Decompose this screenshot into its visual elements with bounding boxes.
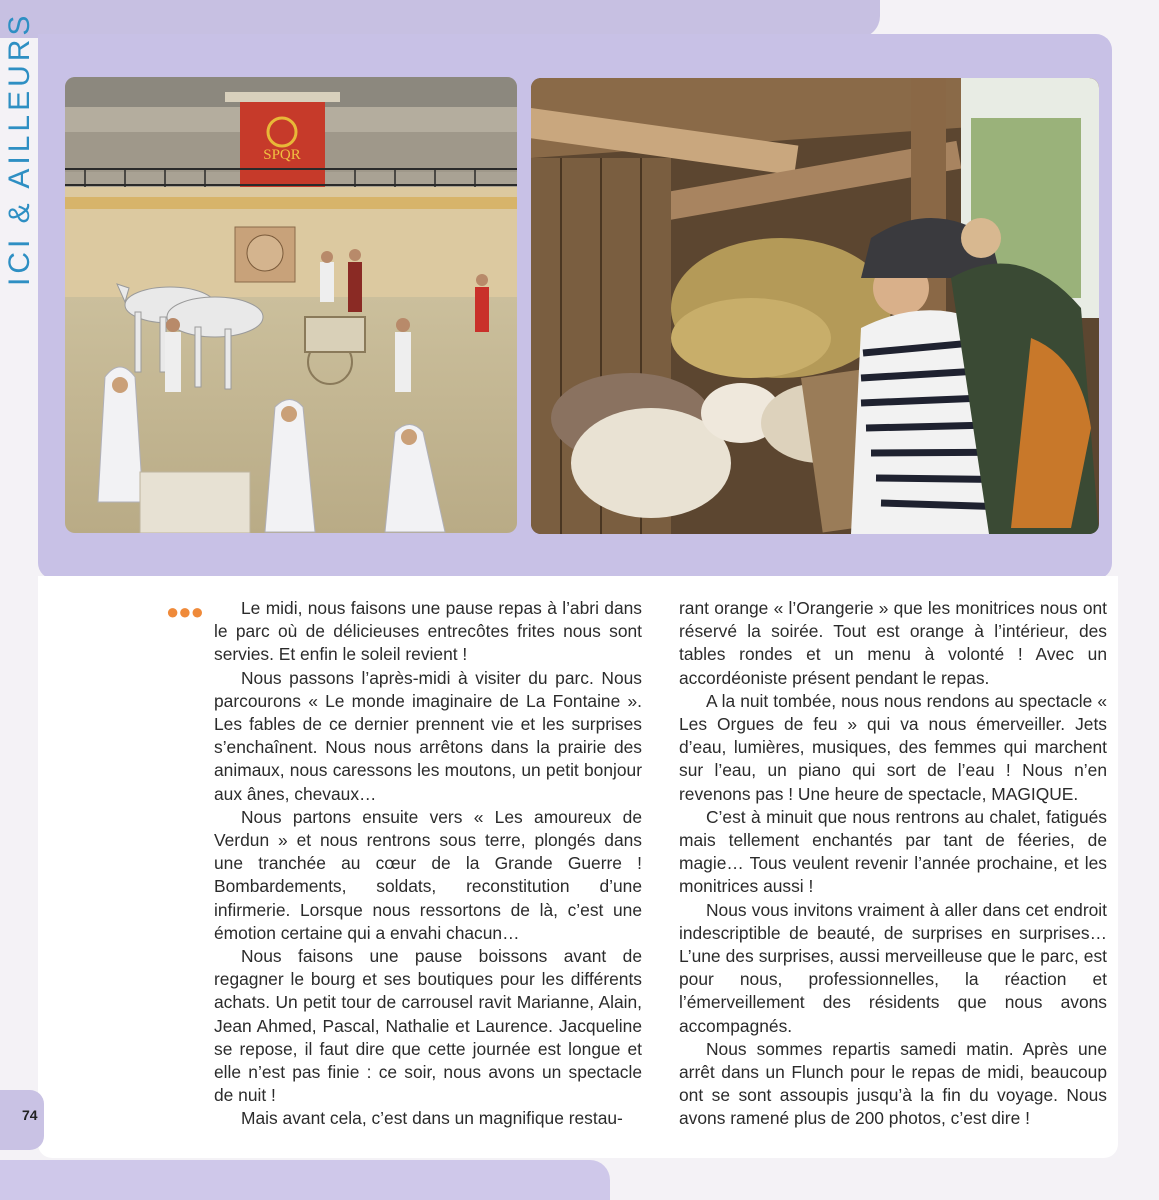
paragraph: A la nuit tombée, nous nous rendons au spectacle « Les Orgues de feu » qui va nous émerveiller. Jets d’eau, lumières, musiques, des femmes qui marchent sur l’eau, un piano qui sort de l’eau ! Nous n’en revenons pas ! Une heure de spectacle, MAGIQUE.: [679, 690, 1107, 804]
article-column-left: [214, 597, 642, 1131]
bullet-dots: ●●●: [166, 599, 203, 624]
paragraph-continuation: rant orange « l’Orangerie » que les monitrices nous ont réservé la soirée. Tout est orange à l’intérieur, des tables rondes et un menu à volonté ! Avec un accordéoniste présent pendant le repas.: [679, 598, 1107, 688]
paragraph: Nous vous invitons vraiment à aller dans cet endroit indescriptible de beauté, de surprises en surprises… L’une des surprises, aussi merveilleuse que le parc, est pour nous, professionnelles, la réaction et l’émerveillement des résidents que nous avons accompagnés.: [679, 899, 1107, 1036]
section-label: [0, 11, 40, 286]
paragraph: Le midi, nous faisons une pause repas à l’abri dans le parc où de délicieuses entrecôtes frites nous sont servies. Et enfin le soleil revient !: [214, 598, 642, 665]
bottom-decorative-band: [0, 1160, 610, 1200]
article-column-right: [679, 597, 1107, 1131]
paragraph: Mais avant cela, c’est dans un magnifique restau-: [241, 1108, 623, 1129]
paragraph: Nous sommes repartis samedi matin. Après une arrêt dans un Flunch pour le repas de midi, beaucoup ont se sont assoupis jusqu’à la fin du voyage. Nous avons ramené plus de 200 photos, c’est dire !: [679, 1038, 1107, 1129]
paragraph: C’est à minuit que nous rentrons au chalet, fatigués mais tellement enchantés par tant de féeries, de magie… Tous veulent revenir l’année prochaine, et les monitrices aussi !: [679, 806, 1107, 897]
page-number: 74: [22, 1107, 38, 1123]
spqr-banner-text: SPQR: [263, 147, 301, 163]
barn-sheep-photo: [531, 78, 1099, 534]
paragraph: Nous passons l’après-midi à visiter du parc. Nous parcourons « Le monde imaginaire de La Fontaine ». Les fables de ce dernier prennent vie et les surprises s’enchaînent. Nous nous arrêtons dans la prairie des animaux, nous caressons les moutons, un petit bonjour aux ânes, chevaux…: [214, 667, 642, 804]
arena-chariot-photo: [65, 77, 517, 533]
paragraph: Nous faisons une pause boissons avant de regagner le bourg et ses boutiques pour les différents achats. Un petit tour de carrousel ravit Marianne, Alain, Jean Ahmed, Pascal, Nathalie et Laurence. Jacqueline se repose, il faut dire que cette journée est longue et elle n’est pas finie : ce soir, nous avons un spectacle de nuit !: [214, 946, 642, 1106]
paragraph: Nous partons ensuite vers « Les amoureux de Verdun » et nous rentrons sous terre, plongés dans une tranchée au cœur de la Grande Guerre ! Bombardements, soldats, reconstitution d’une infirmerie. Lorsque nous ressortons de là, c’est une émotion certaine qui a envahi chacun…: [214, 806, 642, 943]
section-label-text: ICI & AILLEURS: [3, 11, 36, 286]
top-decorative-band: [0, 0, 880, 38]
